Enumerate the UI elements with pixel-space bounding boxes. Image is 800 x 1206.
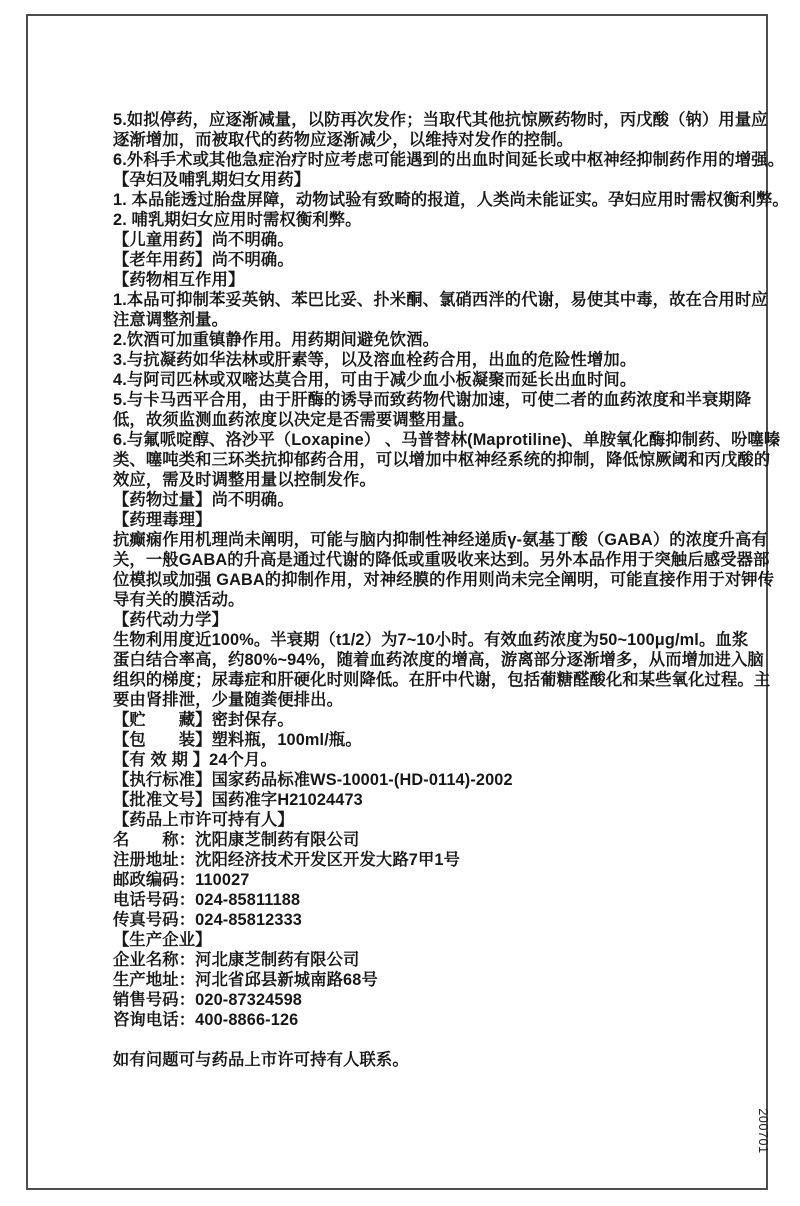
body-text-line: 蛋白结合率高，约80%~94%，随着血药浓度的增高，游离部分逐渐增多，从而增加进入脑 — [113, 651, 764, 669]
section-heading-line: 【药理毒理】 — [113, 511, 212, 529]
body-text-line: 组织的梯度；尿毒症和肝硬化时则降低。在肝中代谢，包括葡糖醛酸化和某些氧化过程。主 — [113, 671, 771, 689]
body-text-line: 低，故须监测血药浓度以决定是否需要调整用量。 — [113, 411, 475, 429]
body-text-line: 注册地址：沈阳经济技术开发区开发大路7甲1号 — [113, 851, 461, 869]
section-heading-line: 【药品上市许可持有人】 — [113, 811, 294, 829]
section-heading-line: 【执行标准】国家药品标准WS-10001-(HD-0114)-2002 — [113, 771, 513, 789]
section-heading-line: 【包 装】塑料瓶，100ml/瓶。 — [113, 731, 362, 749]
body-text-line: 5.与卡马西平合用，由于肝酶的诱导而致药物代谢加速，可使二者的血药浓度和半衰期降 — [113, 391, 752, 409]
body-text-line: 1.本品可抑制苯妥英钠、苯巴比妥、扑米酮、氯硝西泮的代谢，易使其中毒，故在合用时应 — [113, 291, 768, 309]
body-text-line: 电话号码：024-85811188 — [113, 891, 301, 909]
body-text-line: 6.外科手术或其他急症治疗时应考虑可能遇到的出血时间延长或中枢神经抑制药作用的增强。 — [113, 151, 785, 169]
print-batch-code: 200701 — [756, 1108, 770, 1154]
body-text-line: 注意调整剂量。 — [113, 311, 229, 329]
section-heading-line: 【药代动力学】 — [113, 611, 229, 629]
body-text-line: 名 称：沈阳康芝制药有限公司 — [113, 831, 360, 849]
body-text-line: 导有关的膜活动。 — [113, 591, 245, 609]
section-heading-line: 【贮 藏】密封保存。 — [113, 711, 294, 729]
blank-line — [113, 1030, 779, 1050]
section-heading-line: 【批准文号】国药准字H21024473 — [113, 791, 363, 809]
section-heading-line: 【老年用药】尚不明确。 — [113, 251, 294, 269]
body-text-line: 销售号码：020-87324598 — [113, 991, 302, 1009]
body-text-line: 生产地址：河北省邱县新城南路68号 — [113, 971, 378, 989]
body-text-line: 邮政编码：110027 — [113, 871, 250, 889]
body-text-line: 效应，需及时调整用量以控制发作。 — [113, 471, 376, 489]
leaflet-text-block — [113, 110, 789, 1070]
body-text-line: 1. 本品能透过胎盘屏障，动物试验有致畸的报道，人类尚未能证实。孕妇应用时需权衡利弊。 — [113, 191, 789, 209]
body-text-line: 位模拟或加强 GABA的抑制作用，对神经膜的作用则尚未完全阐明，可能直接作用于对钾传 — [113, 571, 775, 589]
body-text-line: 关，一般GABA的升高是通过代谢的降低或重吸收来达到。另外本品作用于突触后感受器部 — [113, 551, 770, 569]
section-heading-line: 【儿童用药】尚不明确。 — [113, 231, 294, 249]
body-text-line: 2. 哺乳期妇女应用时需权衡利弊。 — [113, 211, 362, 229]
body-text-line: 逐渐增加，而被取代的药物应逐渐减少，以维持对发作的控制。 — [113, 131, 574, 149]
section-heading-line: 【孕妇及哺乳期妇女用药】 — [113, 171, 311, 189]
body-text-line: 如有问题可与药品上市许可持有人联系。 — [113, 1051, 409, 1069]
body-text-line: 企业名称：河北康芝制药有限公司 — [113, 951, 360, 969]
section-heading-line: 【有 效 期 】24个月。 — [113, 751, 277, 769]
body-text-line: 抗癫痫作用机理尚未阐明，可能与脑内抑制性神经递质γ-氨基丁酸（GABA）的浓度升高有 — [113, 531, 768, 549]
body-text-line: 6.与氟哌啶醇、洛沙平（Loxapine） 、马普替林(Maprotiline)、单胺氧化酶抑制药、吩噻嗪 — [113, 431, 781, 449]
body-text-line: 4.与阿司匹林或双嘧达莫合用，可由于减少血小板凝聚而延长出血时间。 — [113, 371, 637, 389]
body-text-line: 要由肾排泄，少量随粪便排出。 — [113, 691, 344, 709]
section-heading-line: 【生产企业】 — [113, 931, 212, 949]
body-text-line: 类、噻吨类和三环类抗抑郁药合用，可以增加中枢神经系统的抑制，降低惊厥阈和丙戊酸的 — [113, 451, 771, 469]
body-text-line: 传真号码：024-85812333 — [113, 911, 302, 929]
page-border-frame — [26, 14, 789, 1190]
body-text-line: 生物利用度近100%。半衰期（t1/2）为7~10小时。有效血药浓度为50~100μg/ml。血浆 — [113, 631, 749, 649]
body-text-line: 5.如拟停药，应逐渐减量，以防再次发作；当取代其他抗惊厥药物时，丙戊酸（钠）用量应 — [113, 111, 768, 129]
body-text-line: 2.饮酒可加重镇静作用。用药期间避免饮酒。 — [113, 331, 440, 349]
body-text-line: 咨询电话：400-8866-126 — [113, 1011, 299, 1029]
section-heading-line: 【药物过量】尚不明确。 — [113, 491, 294, 509]
body-text-line: 3.与抗凝药如华法林或肝素等，以及溶血栓药合用，出血的危险性增加。 — [113, 351, 637, 369]
section-heading-line: 【药物相互作用】 — [113, 271, 245, 289]
